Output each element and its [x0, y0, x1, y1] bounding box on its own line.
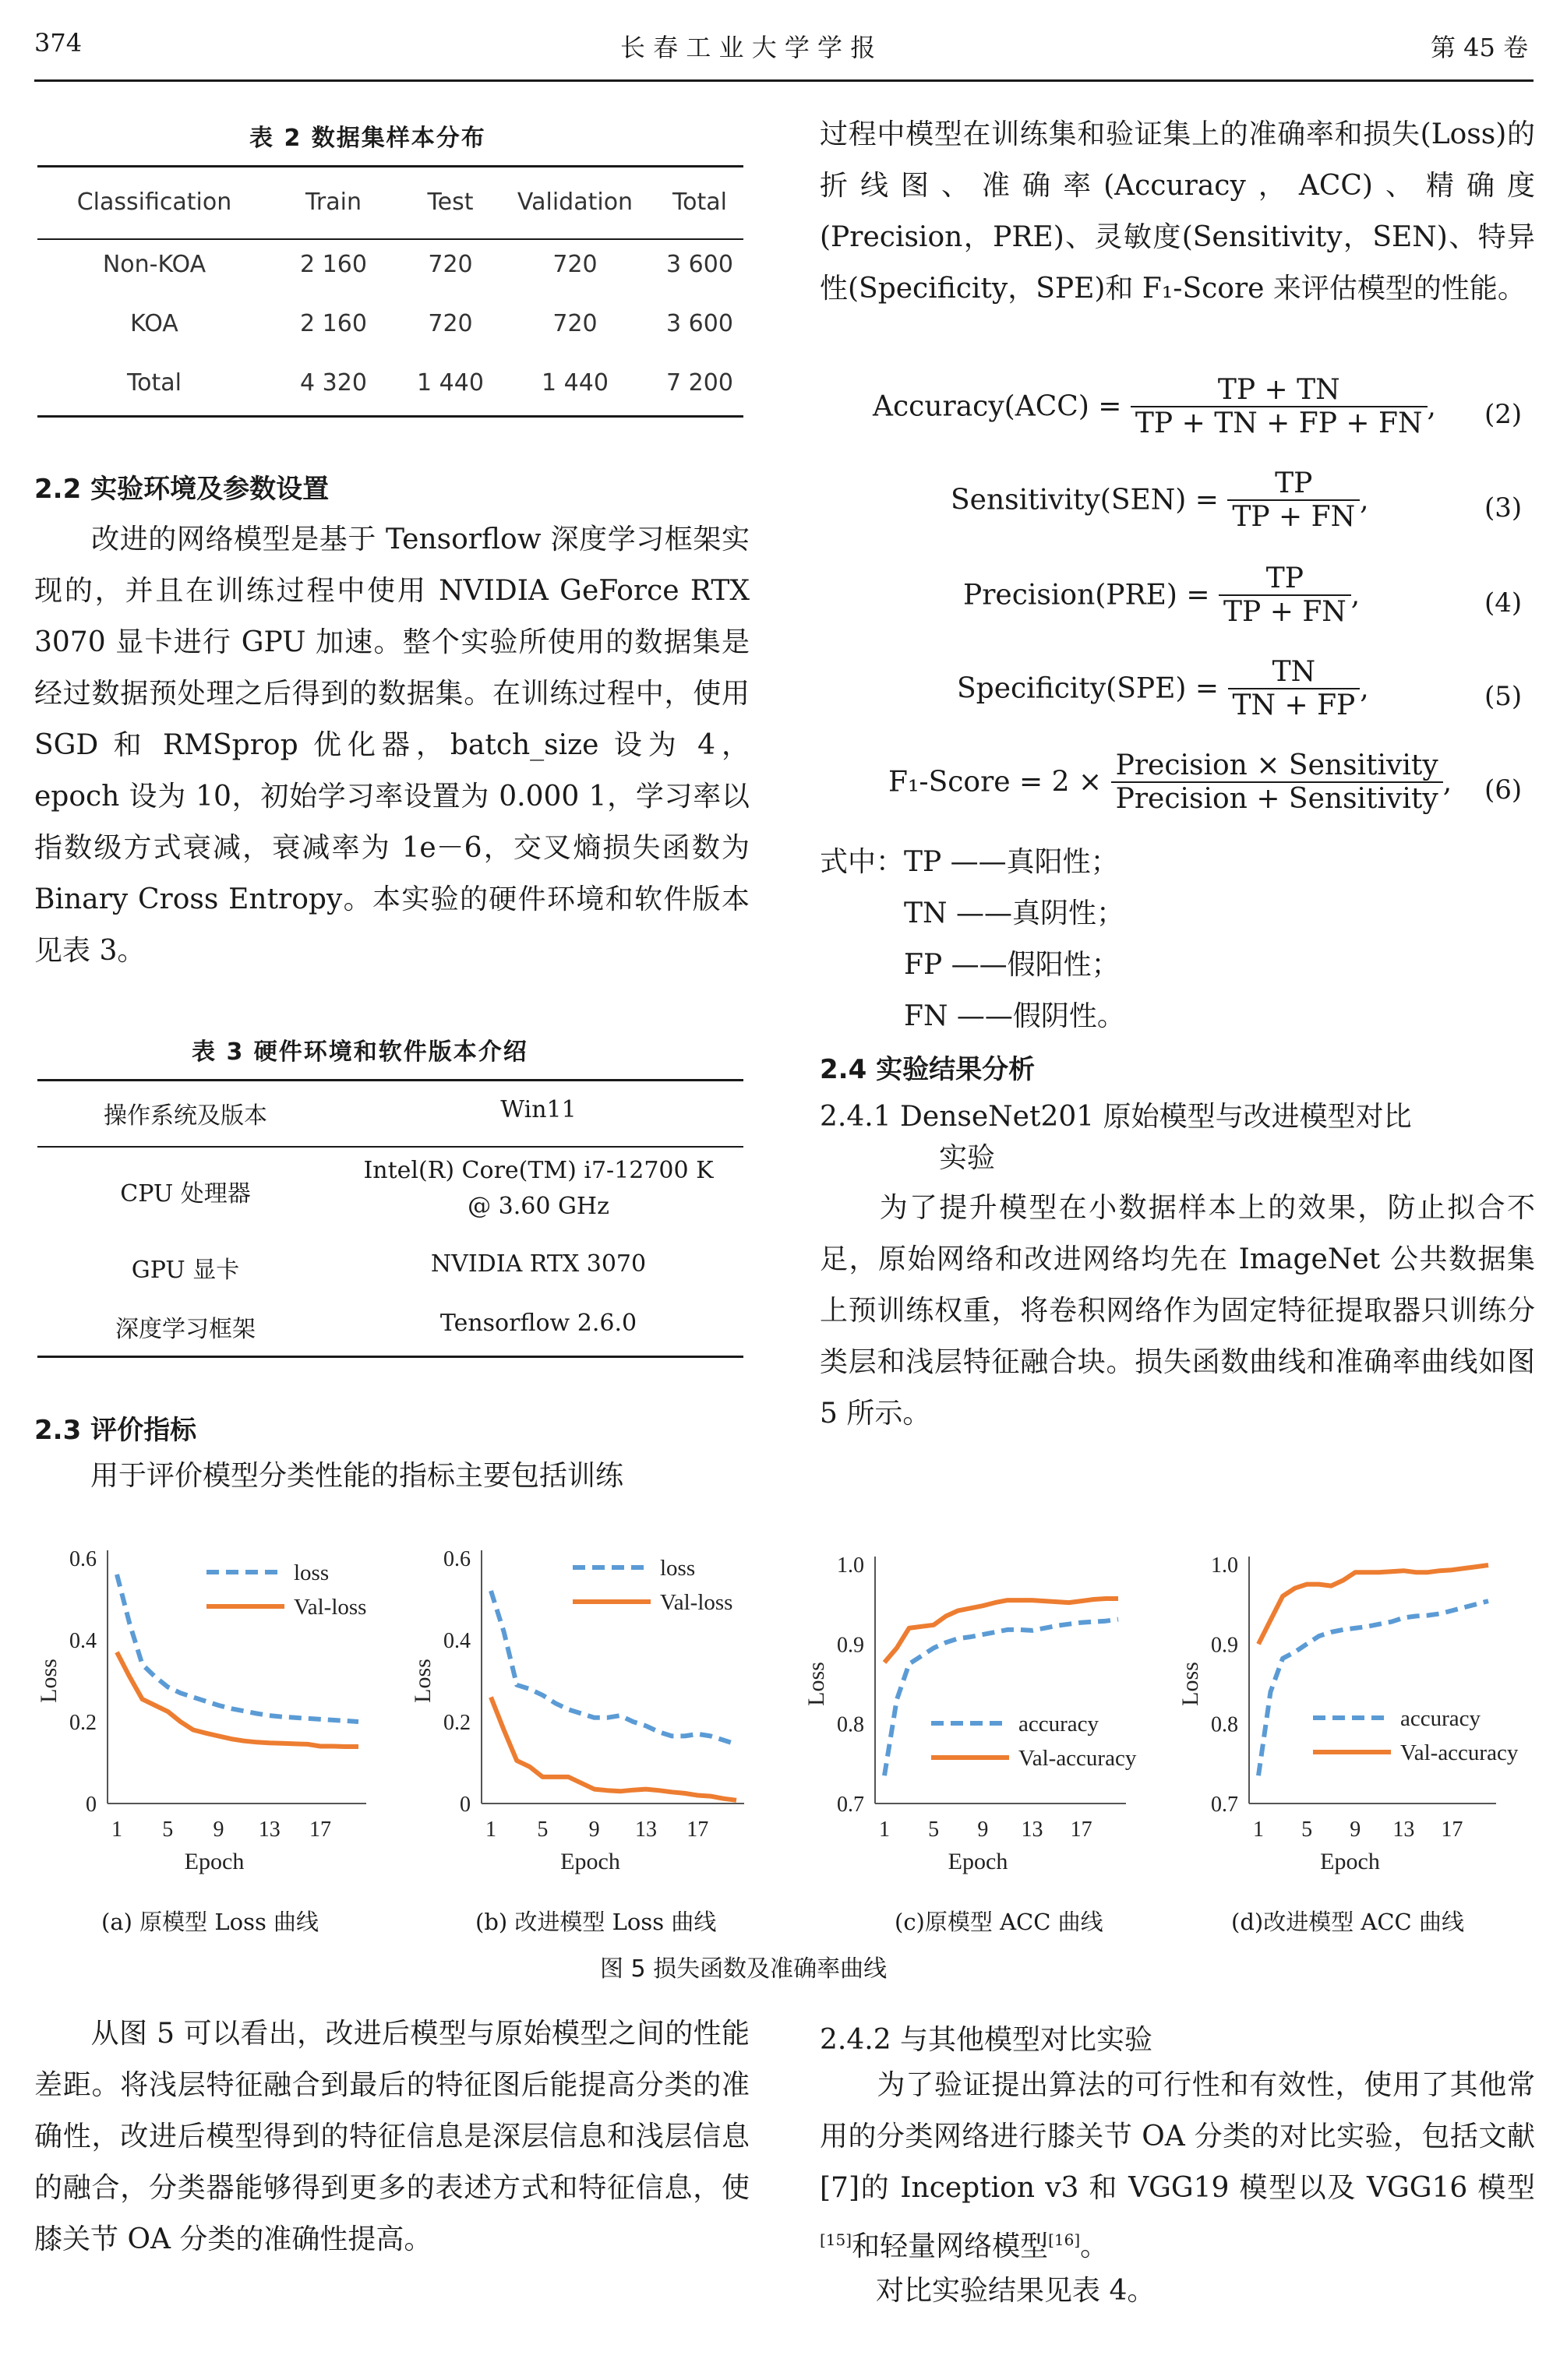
table3-mid-rule	[37, 1146, 743, 1148]
table2-caption: 表 2 数据集样本分布	[249, 125, 486, 152]
legend-label: accuracy	[1400, 1706, 1481, 1731]
equation-tail: ,	[1360, 484, 1369, 517]
denominator: TN + FP	[1228, 688, 1361, 721]
figure5-subcaption: (c)原模型 ACC 曲线	[895, 1909, 1103, 1935]
equation-lhs: Accuracy(ACC) =	[873, 390, 1122, 423]
legend-label: Val-accuracy	[1400, 1740, 1519, 1765]
x-tick-label: 13	[634, 1818, 657, 1842]
equation-lhs: F₁-Score = 2 ×	[888, 766, 1103, 799]
denominator: TP + FN	[1219, 594, 1351, 628]
fraction	[1228, 656, 1361, 721]
legend-label: accuracy	[1018, 1712, 1099, 1737]
body-text: 和轻量网络模型	[852, 2230, 1049, 2262]
numerator: TN	[1272, 656, 1316, 688]
x-tick-label: 5	[928, 1818, 940, 1842]
header-rule	[34, 79, 1534, 82]
x-axis-label: Epoch	[560, 1849, 620, 1874]
volume-label: 第 45 卷	[1431, 33, 1529, 62]
figure5-subcaption: (b) 改进模型 Loss 曲线	[475, 1909, 717, 1935]
y-tick-label: 1.0	[837, 1553, 864, 1578]
table2	[37, 165, 743, 422]
legend-label: Val-accuracy	[1018, 1746, 1137, 1771]
y-tick-label: 0.8	[1211, 1712, 1238, 1737]
x-axis-label: Epoch	[948, 1849, 1008, 1874]
table2-cell: 4 320	[300, 369, 367, 397]
x-tick-label: 1	[1253, 1818, 1264, 1842]
table2-cell: 7 200	[666, 369, 733, 397]
y-tick-label: 0	[86, 1793, 97, 1817]
table2-header-train: Train	[305, 189, 362, 216]
equation-3	[951, 467, 1369, 533]
legend-label: loss	[660, 1556, 696, 1581]
numerator: TP	[1265, 562, 1304, 594]
denominator: Precision + Sensitivity	[1111, 781, 1443, 815]
table2-cell: 3 600	[666, 251, 733, 278]
section-2-4-1-title-cont: 实验	[939, 1142, 996, 1174]
legend-label: loss	[294, 1560, 330, 1585]
section-2-4-1-body: 为了提升模型在小数据样本上的效果，防止拟合不足，原始网络和改进网络均先在 ImageNet 公共数据集上预训练权重，将卷积网络作为固定特征提取器只训练分类层和浅层特征融合块。损失函数曲线和准确率曲线如图 5 所示。	[820, 1192, 1535, 1430]
equation-tail: ,	[1442, 766, 1452, 799]
series-line-val-loss	[491, 1698, 736, 1800]
table3-bottom-rule	[37, 1356, 743, 1358]
y-tick-label: 0.9	[837, 1633, 864, 1658]
table2-header-validation: Validation	[517, 189, 634, 216]
y-tick-label: 0.4	[69, 1629, 97, 1653]
y-tick-label: 0.6	[443, 1547, 471, 1571]
fraction	[1111, 749, 1443, 815]
bottom-right-body	[820, 2060, 1535, 2272]
series-line-val-loss	[117, 1652, 358, 1747]
section-2-3-title: 2.3 评价指标	[34, 1415, 197, 1446]
x-axis-label: Epoch	[1320, 1849, 1380, 1874]
equation-number: (4)	[1484, 587, 1523, 619]
equation-6	[888, 749, 1452, 815]
equation-tail: ,	[1427, 390, 1436, 423]
definition-line: FP ——假阳性；	[904, 949, 1120, 981]
x-tick-label: 9	[977, 1818, 989, 1842]
bottom-right-body2: 对比实验结果见表 4。	[820, 2275, 1156, 2307]
definition-line: TN ——真阴性；	[904, 897, 1124, 929]
y-axis-label: Loss	[36, 1659, 62, 1703]
table2-mid-rule	[37, 238, 743, 240]
x-tick-label: 9	[213, 1818, 224, 1842]
table2-header-classification: Classification	[76, 189, 232, 216]
fraction	[1131, 374, 1428, 439]
equation-lhs: Specificity(SPE) =	[957, 672, 1219, 705]
equation-number: (3)	[1484, 492, 1523, 524]
y-tick-label: 0.2	[443, 1711, 471, 1735]
equation-4	[963, 562, 1360, 628]
table3	[37, 1079, 743, 1356]
y-tick-label: 0.2	[69, 1711, 97, 1735]
figure5-charts	[0, 1527, 1560, 1878]
table3-cell: Tensorflow 2.6.0	[439, 1310, 637, 1337]
numerator: Precision × Sensitivity	[1115, 749, 1438, 781]
series-line-val-accuracy	[1258, 1565, 1488, 1644]
x-axis-label: Epoch	[184, 1849, 245, 1874]
x-tick-label: 5	[537, 1818, 549, 1842]
y-axis-label: Loss	[803, 1662, 829, 1706]
y-tick-label: 0	[460, 1793, 471, 1817]
figure5-subcaption: (d)改进模型 ACC 曲线	[1231, 1909, 1464, 1935]
x-tick-label: 1	[485, 1818, 496, 1842]
numerator: TP + TN	[1217, 374, 1340, 406]
y-axis-label: Loss	[1177, 1662, 1203, 1706]
section-2-4-2-title: 2.4.2 与其他模型对比实验	[820, 2024, 1153, 2056]
table3-cell: CPU 处理器	[120, 1180, 251, 1208]
denominator: TP + FN	[1227, 499, 1360, 533]
x-tick-label: 5	[162, 1818, 174, 1842]
table2-cell: Non-KOA	[102, 251, 206, 278]
table2-cell: 720	[428, 310, 473, 337]
table2-cell: 2 160	[300, 310, 367, 337]
series-line-val-accuracy	[884, 1599, 1118, 1662]
table3-cell: Intel(R) Core(TM) i7-12700 K	[363, 1157, 714, 1184]
equation-lhs: Precision(PRE) =	[963, 579, 1210, 612]
equation-tail: ,	[1350, 579, 1361, 612]
equation-tail: ,	[1360, 672, 1369, 705]
x-tick-label: 9	[588, 1818, 600, 1842]
y-tick-label: 1.0	[1211, 1553, 1238, 1578]
body-text: 为了验证提出算法的可行性和有效性，使用了其他常用的分类网络进行膝关节 OA 分类的对比实验，包括文献[7]的 Inception v3 和 VGG19 模型以及 VGG16 模型	[820, 2069, 1535, 2204]
table3-cell: NVIDIA RTX 3070	[430, 1250, 647, 1278]
x-tick-label: 17	[686, 1818, 709, 1842]
table2-cell: 1 440	[542, 369, 609, 397]
y-tick-label: 0.4	[443, 1629, 471, 1653]
y-axis-label: Loss	[410, 1659, 436, 1703]
section-2-4-title: 2.4 实验结果分析	[820, 1054, 1036, 1085]
table3-cell: GPU 显卡	[131, 1257, 240, 1284]
y-tick-label: 0.7	[837, 1793, 864, 1817]
table2-cell: 3 600	[666, 310, 733, 337]
y-tick-label: 0.7	[1211, 1793, 1238, 1817]
equation-number: (5)	[1484, 681, 1523, 712]
fraction	[1219, 562, 1351, 628]
table2-cell: 1 440	[417, 369, 484, 397]
legend-label: Val-loss	[294, 1595, 367, 1620]
fraction	[1227, 467, 1360, 533]
section-2-3-body-right: 过程中模型在训练集和验证集上的准确率和损失(Loss)的折线图、准确率(Accuracy，ACC)、精确度(Precision，PRE)、灵敏度(Sensitivity，SEN)、特异性(Specificity，SPE)和 F₁-Score 来评估模型的性能。	[820, 118, 1535, 305]
y-tick-label: 0.8	[837, 1712, 864, 1737]
x-tick-label: 13	[1021, 1818, 1043, 1842]
y-tick-label: 0.9	[1211, 1633, 1238, 1658]
x-tick-label: 9	[1350, 1818, 1361, 1842]
definition-line: FN ——假阴性。	[904, 1000, 1125, 1032]
equation-2	[873, 374, 1436, 439]
table2-cell: 720	[428, 251, 473, 278]
table3-cell: 操作系统及版本	[104, 1102, 267, 1130]
figure5-subcaption: (a) 原模型 Loss 曲线	[101, 1909, 319, 1935]
x-tick-label: 13	[1392, 1818, 1415, 1842]
citation-ref: [16]	[1048, 2230, 1081, 2249]
body-text: 。	[1080, 2230, 1109, 2262]
bottom-left-body: 从图 5 可以看出，改进后模型与原始模型之间的性能差距。将浅层特征融合到最后的特征图后能提高分类的准确性，改进后模型得到的特征信息是深层信息和浅层信息的融合，分类器能够得到更多的表述方式和特征信息，使膝关节 OA 分类的准确性提高。	[34, 2018, 750, 2255]
equation-5	[957, 656, 1369, 721]
x-tick-label: 1	[111, 1818, 122, 1842]
x-tick-label: 17	[309, 1818, 332, 1842]
table2-bottom-rule	[37, 415, 743, 418]
x-tick-label: 17	[1441, 1818, 1463, 1842]
equation-number: (6)	[1484, 774, 1523, 806]
table2-cell: 720	[552, 251, 598, 278]
numerator: TP	[1275, 467, 1313, 499]
definition-line: 式中：TP ——真阳性；	[820, 846, 1119, 878]
section-2-2-title: 2.2 实验环境及参数设置	[34, 474, 330, 505]
x-tick-label: 17	[1070, 1818, 1092, 1842]
denominator: TP + TN + FP + FN	[1131, 406, 1428, 439]
table3-caption: 表 3 硬件环境和软件版本介绍	[192, 1038, 528, 1066]
y-tick-label: 0.6	[69, 1547, 97, 1571]
journal-title: 长 春 工 业 大 学 学 报	[620, 33, 876, 62]
x-tick-label: 1	[879, 1818, 890, 1842]
equation-number: (2)	[1484, 399, 1523, 430]
section-2-2-body	[34, 514, 750, 977]
x-tick-label: 13	[258, 1818, 281, 1842]
table2-header-total: Total	[672, 189, 728, 216]
paragraph: 改进的网络模型是基于 Tensorflow 深度学习框架实现的，并且在训练过程中使用 NVIDIA GeForce RTX 3070 显卡进行 GPU 加速。整个实验所使用的数据集是经过数据预处理之后得到的数据集。在训练过程中，使用 SGD 和 RMSprop 优化器，batch_size 设为 4，epoch 设为 10，初始学习率设置为 0.000 1，学习率以指数级方式衰减，衰减率为 1e－6，交叉熵损失函数为 Binary Cross Entropy。本实验的硬件环境和软件版本见表 3。	[34, 524, 750, 967]
x-tick-label: 5	[1301, 1818, 1313, 1842]
table2-cell: KOA	[130, 310, 178, 337]
table3-cell: @ 3.60 GHz	[468, 1193, 609, 1220]
figure5-caption: 图 5 损失函数及准确率曲线	[600, 1955, 888, 1983]
table2-cell: 2 160	[300, 251, 367, 278]
section-2-3-body-left: 用于评价模型分类性能的指标主要包括训练	[34, 1460, 624, 1492]
table2-cell: Total	[126, 369, 182, 397]
table2-header-test: Test	[427, 189, 474, 216]
section-2-4-1-title: 2.4.1 DenseNet201 原始模型与改进模型对比	[820, 1101, 1412, 1133]
equation-lhs: Sensitivity(SEN) =	[951, 484, 1219, 517]
table3-cell: 深度学习框架	[115, 1316, 256, 1343]
legend-label: Val-loss	[660, 1590, 733, 1615]
page-number: 374	[34, 28, 83, 58]
table2-cell: 720	[552, 310, 598, 337]
table3-cell: Win11	[500, 1096, 577, 1123]
citation-ref: [15]	[820, 2230, 852, 2249]
